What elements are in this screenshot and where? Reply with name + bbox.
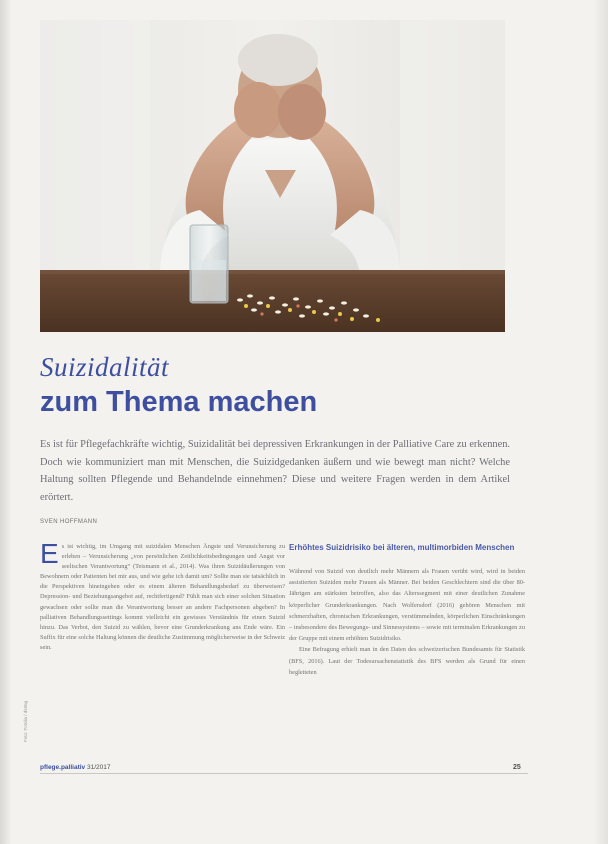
section-heading: Erhöhtes Suizidrisiko bei älteren, multimorbiden Menschen xyxy=(289,543,515,552)
article-photo xyxy=(40,20,505,332)
article-title-line2: zum Thema machen xyxy=(40,386,318,418)
journal-issue: 31/2017 xyxy=(86,764,111,771)
body-paragraph: Während von Suizid von deutlich mehr Männern als Frauen verübt wird, wird in beiden assistierten Suiziden mehr Frauen als Männer. Bei beiden Geschlechtern sind die über 80-Jährigen am stärksten betroffen, also das Alterssegment mit einer deutlichen Zunahme körperlicher Grunderkrankungen. Nach Wolfersdorf (2016) gehören Menschen mit schmerzhaften, chronischen Erkrankungen, verstümmelnden, körperlichen Einschränkungen – insbesondere des Bewegungs- und Sinnessystems – sowie mit terminalen Erkrankungen zu der Gruppe mit einem erhöhten Suizidrisiko. xyxy=(289,568,525,643)
article-lead: Es ist für Pflegefachkräfte wichtig, Suizidalität bei depressiven Erkrankungen in der Palliative Care zu erkennen. Doch wie kommuniziert man mit Menschen, die Suizidgedanken äußern und wie bewegt man nicht? Welche Haltung sollten Pflegende und Behandelnde einnehmen? Diese und weitere Fragen werden in dem Artikel erörtert. xyxy=(40,439,510,503)
body-column-left xyxy=(40,538,285,653)
page-edge-shadow-right xyxy=(594,0,608,844)
page-edge-shadow xyxy=(0,0,12,844)
body-paragraph: Eine Befragung erhielt man in den Daten des schweizerischen Bundesamts für Statistik (BFS, 2016). Laut der Todesursachenstatistik des BFS werden als Grund für einen begleiteten xyxy=(289,646,525,676)
body-column-right xyxy=(289,566,525,678)
article-title-line1: Suizidalität xyxy=(40,352,170,382)
journal-name: pflege. xyxy=(40,764,61,771)
photo-credit: Foto: Fotolia / ds9ng xyxy=(23,700,28,742)
page-number: 25 xyxy=(513,764,521,771)
footer-journal xyxy=(40,764,110,771)
footer-rule xyxy=(40,773,528,774)
journal-name-bold: palliativ xyxy=(60,764,86,771)
author-byline: SVEN HOFFMANN xyxy=(40,519,98,525)
body-text-left: s ist wichtig, im Umgang mit suizidalen Menschen Ängste und Verunsicherung zu erleben – Verunsicherung „von persönlichen Zeitlichkeitsbedingungen und Angst vor seelischen Verantwortung“ (Teismann et al., 2014). Was ihren Suizidäußerungen von Bewohnern oder Patienten bei mir aus, und wie gehe ich damit um? Sollte man sie tatsächlich in die Perspektiven hineingehen oder es einem älteren Behandlungsbedarf zu überweisen? Depression- und Beziehungsangebot auf, rechtfertigend? Fühlt man sich einer solchen Situation gewachsen oder sollte man die Verantwortung besser an andere Fachpersonen abgeben? In palliativen Behandlungssettings kommt vielleicht ein gewisses Verständnis für einen Suizid hinzu. Das Verbot, den Suizid zu wählen, bevor eine Grunderkrankung ans Ende wäre. Ein Suffix für eine solche Haltung können die deutliche Zustimmung möglicherweise in der Schweiz sein. xyxy=(40,543,285,651)
drop-cap: E xyxy=(40,538,59,569)
